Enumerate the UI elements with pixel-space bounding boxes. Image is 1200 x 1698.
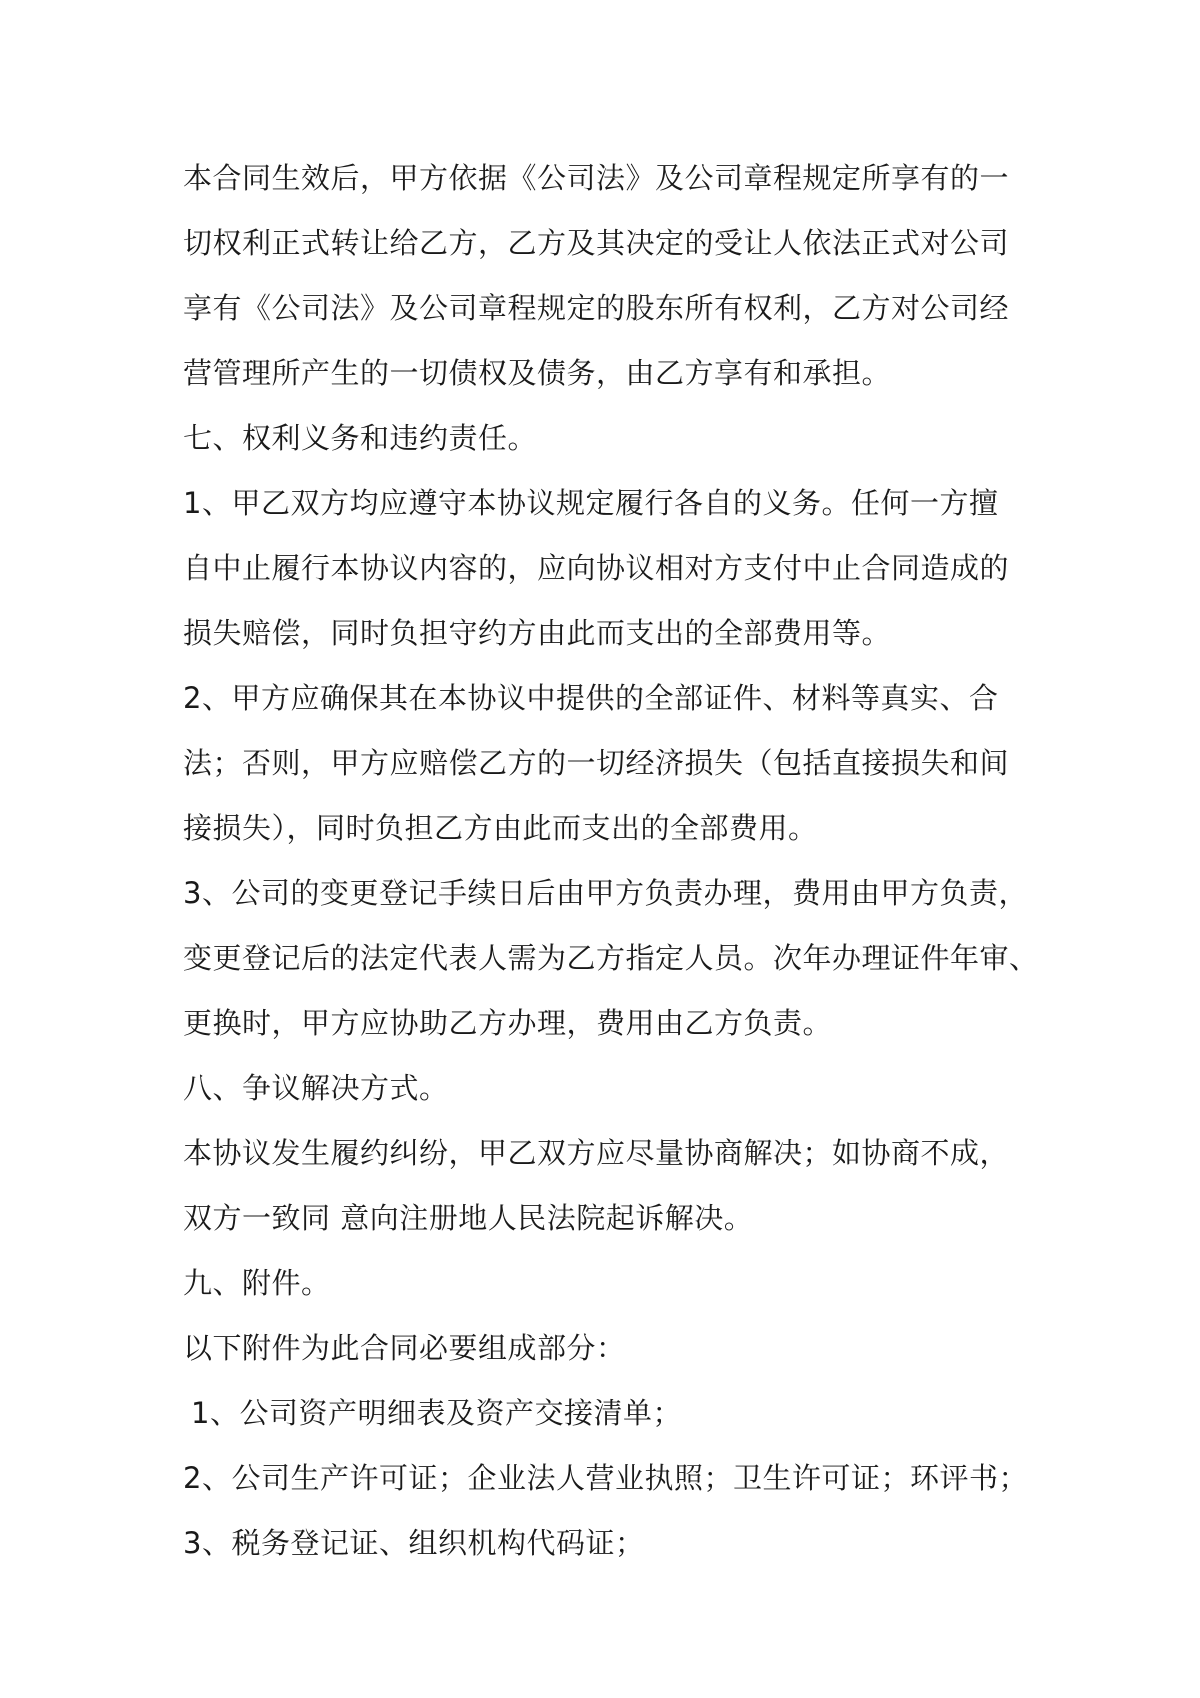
body-line: 本合同生效后，甲方依据《公司法》及公司章程规定所享有的一 xyxy=(183,161,1010,195)
clause-line: 法；否则，甲方应赔偿乙方的一切经济损失（包括直接损失和间 xyxy=(183,746,1010,780)
clause-line: 1、甲乙双方均应遵守本协议规定履行各自的义务。任何一方擅 xyxy=(183,486,999,520)
section-heading: 九、附件。 xyxy=(183,1266,331,1300)
attachment-item: 1、公司资产明细表及资产交接清单； xyxy=(191,1396,682,1430)
body-line: 以下附件为此合同必要组成部分： xyxy=(183,1331,626,1365)
body-line: 享有《公司法》及公司章程规定的股东所有权利，乙方对公司经 xyxy=(183,291,1010,325)
clause-line: 变更登记后的法定代表人需为乙方指定人员。次年办理证件年审、 xyxy=(183,941,1039,975)
clause-line: 损失赔偿，同时负担守约方由此而支出的全部费用等。 xyxy=(183,616,892,650)
clause-line: 3、公司的变更登记手续日后由甲方负责办理，费用由甲方负责， xyxy=(183,876,1028,910)
document-body xyxy=(183,146,1043,1576)
body-line: 本协议发生履约纠纷，甲乙双方应尽量协商解决；如协商不成， xyxy=(183,1136,1010,1170)
section-heading: 七、权利义务和违约责任。 xyxy=(183,421,538,455)
clause-line: 自中止履行本协议内容的，应向协议相对方支付中止合同造成的 xyxy=(183,551,1010,585)
attachment-item: 3、税务登记证、组织机构代码证； xyxy=(183,1526,645,1560)
clause-line: 接损失），同时负担乙方由此而支出的全部费用。 xyxy=(183,811,818,845)
body-line: 切权利正式转让给乙方，乙方及其决定的受让人依法正式对公司 xyxy=(183,226,1010,260)
body-line: 营管理所产生的一切债权及债务，由乙方享有和承担。 xyxy=(183,356,892,390)
clause-line: 2、甲方应确保其在本协议中提供的全部证件、材料等真实、合 xyxy=(183,681,999,715)
body-line: 双方一致同 意向注册地人民法院起诉解决。 xyxy=(183,1201,754,1235)
section-heading: 八、争议解决方式。 xyxy=(183,1071,449,1105)
clause-line: 更换时，甲方应协助乙方办理，费用由乙方负责。 xyxy=(183,1006,833,1040)
attachment-item: 2、公司生产许可证；企业法人营业执照；卫生许可证；环评书； xyxy=(183,1461,1028,1495)
